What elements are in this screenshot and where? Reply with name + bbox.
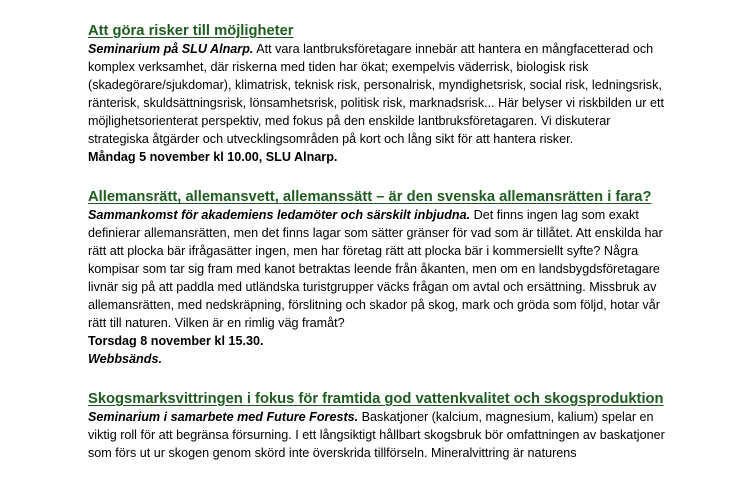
event-risk-seminar <box>88 22 668 166</box>
event-title: Skogsmarksvittringen i fokus för framtida god vattenkvalitet och skogsproduktion <box>88 391 664 407</box>
event-description <box>88 408 668 462</box>
document-page <box>88 22 668 484</box>
event-date: Måndag 5 november kl 10.00, SLU Alnarp. <box>88 150 338 164</box>
event-lead: Sammankomst för akademiens ledamöter och särskilt inbjudna. <box>88 208 471 222</box>
event-date: Torsdag 8 november kl 15.30. <box>88 334 264 348</box>
event-body-text: Baskatjoner (kalcium, magnesium, kalium) spelar en viktig roll för att begränsa försurning. I ett långsiktigt hållbart skogsbruk bör omfattningen av baskatjoner som förs ut ur skogen genom skörd inte överskrida tillförseln. Mineralvittring är naturens <box>88 410 665 460</box>
event-title: Att göra risker till möjligheter <box>88 23 294 39</box>
event-webcast-note: Webbsänds. <box>88 352 162 366</box>
event-title: Allemansrätt, allemansvett, allemanssätt – är den svenska allemansrätten i fara? <box>88 189 652 205</box>
event-skogsmark <box>88 390 668 462</box>
event-allemansratt <box>88 188 668 368</box>
event-body-text: Det finns ingen lag som exakt definierar allemansrätten, men det finns lagar som sätter gränser för vad som är tillåtet. Att enskilda har rätt att plocka bär ifrågasätter ingen, men har företag rätt att plocka bär i kommersiellt syfte? Några kompisar som tar sig fram med kanot betraktas leende från åkanten, men om en landsbygdsföretagare livnär sig på att paddla med utländska turistgrupper väcks frågan om avtal och ersättning. Missbruk av allemansrätten, med nedskräpning, förslitning och skador på skog, mark och gröda som följd, hotar vår rätt till naturen. Vilken är en rimlig väg framåt? <box>88 208 663 330</box>
event-body-text: Att vara lantbruksföretagare innebär att hantera en mångfacetterad och komplex verksamhet, där riskerna med tiden har ökat; exempelvis väderrisk, biologisk risk (skadegörare/sjukdomar), klimatrisk, teknisk risk, personalrisk, myndighetsrisk, social risk, ledningsrisk, ränterisk, skuldsättningsrisk, lönsamhetsrisk, politisk risk, marknadsrisk... Här belyser vi riskbilden ur ett möjlighetsorienterat perspektiv, med fokus på den enskilde lantbruksföretagaren. Vi diskuterar strategiska åtgärder och utvecklingsområden på kort och lång sikt för att hantera risker. <box>88 42 664 146</box>
event-description <box>88 206 668 332</box>
event-lead: Seminarium på SLU Alnarp. <box>88 42 254 56</box>
event-lead: Seminarium i samarbete med Future Forests. <box>88 410 359 424</box>
event-description <box>88 40 668 148</box>
